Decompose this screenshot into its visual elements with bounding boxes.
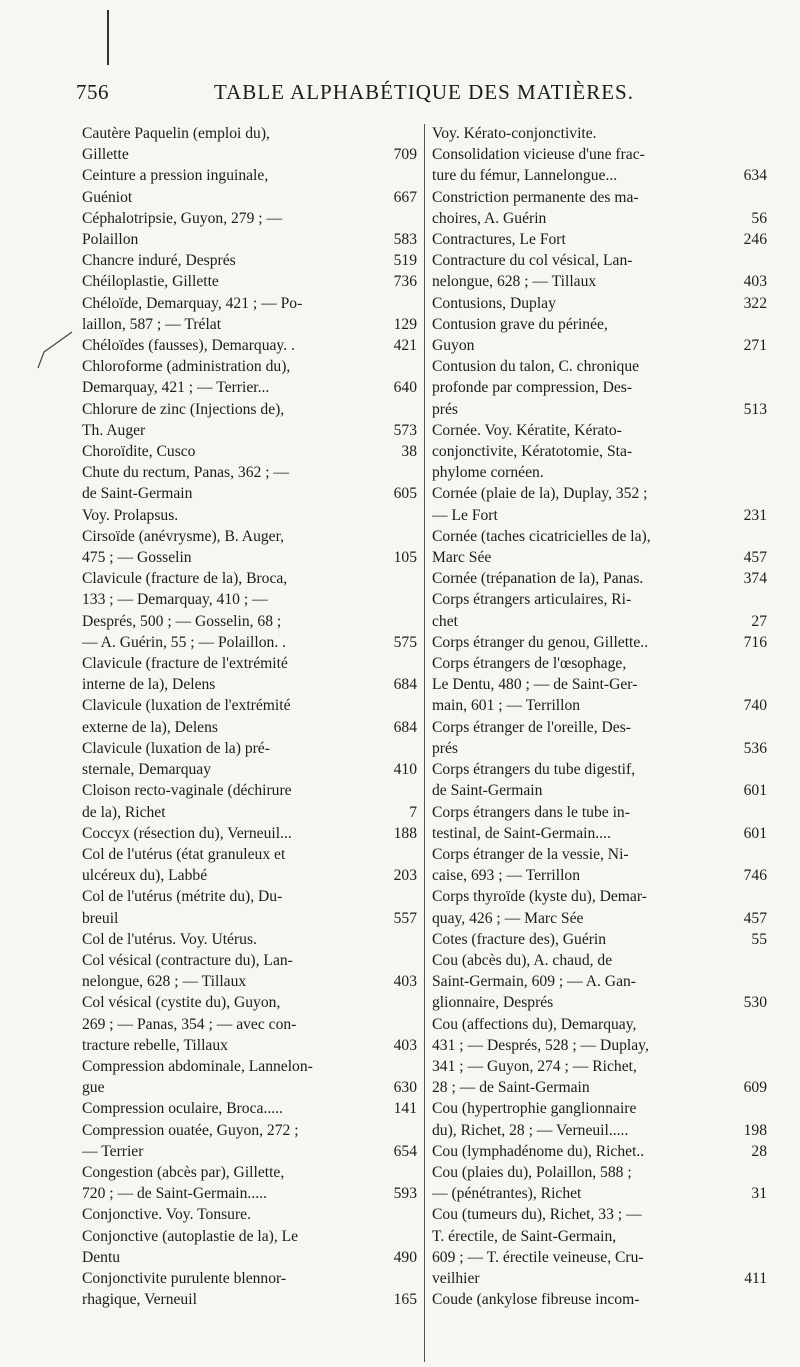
entry-line: T. érectile, de Saint-Germain, xyxy=(432,1227,617,1245)
entry-page-number: 410 xyxy=(393,761,417,779)
entry-line: Chéloïde, Demarquay, 421 ; — Po- xyxy=(82,294,303,312)
entry-page-number: 271 xyxy=(743,337,767,355)
entry-line: Coude (ankylose fibreuse incom- xyxy=(432,1291,640,1309)
entry-line: Després, 500 ; — Gosselin, 68 ; xyxy=(82,612,282,630)
entry-line: Chlorure de zinc (Injections de), xyxy=(82,400,285,418)
column-divider xyxy=(424,124,425,1362)
entry-line: Contusion grave du périnée, xyxy=(432,315,608,333)
entry-page-number: 740 xyxy=(743,697,767,715)
index-entry xyxy=(432,929,767,950)
entry-line: Contusion du talon, C. chronique xyxy=(432,358,640,376)
entry-line: Col de l'utérus (métrite du), Du- xyxy=(82,888,283,906)
index-entry xyxy=(82,1162,417,1204)
entry-line: interne de la), Delens xyxy=(82,676,216,694)
entry-line: ulcéreux du), Labbé xyxy=(82,867,208,885)
entry-line: Constriction permanente des ma- xyxy=(432,188,639,206)
index-entry xyxy=(432,483,767,525)
entry-line: Chloroforme (administration du), xyxy=(82,358,291,376)
entry-line: quay, 426 ; — Marc Sée xyxy=(432,909,584,927)
entry-page-number: 411 xyxy=(744,1269,767,1287)
index-entry xyxy=(82,695,417,737)
index-entry xyxy=(82,568,417,653)
entry-line: Gillette xyxy=(82,146,129,164)
entry-page-number: 403 xyxy=(743,273,767,291)
running-title: TABLE ALPHABÉTIQUE DES MATIÈRES. xyxy=(214,80,634,104)
entry-line: breuil xyxy=(82,909,119,927)
entry-page-number: 203 xyxy=(393,867,417,885)
entry-line: tracture rebelle, Tillaux xyxy=(82,1036,228,1054)
entry-page-number: 165 xyxy=(393,1291,417,1309)
index-entry xyxy=(82,823,417,844)
entry-line: du), Richet, 28 ; — Verneuil..... xyxy=(432,1121,629,1139)
index-entry xyxy=(432,229,767,250)
entry-line: choires, A. Guérin xyxy=(432,209,547,227)
entry-page-number: 557 xyxy=(393,909,417,927)
index-entry xyxy=(432,1141,767,1162)
entry-line: Cornée (plaie de la), Duplay, 352 ; xyxy=(432,485,648,503)
entry-line: Col de l'utérus (état granuleux et xyxy=(82,845,286,863)
entry-line: Demarquay, 421 ; — Terrier... xyxy=(82,379,270,397)
entry-line: Corps thyroïde (kyste du), Demar- xyxy=(432,888,647,906)
right-column xyxy=(432,123,767,1310)
index-entry xyxy=(82,441,417,462)
entry-line: Corps étranger de l'oreille, Des- xyxy=(432,718,631,736)
entry-page-number: 403 xyxy=(393,973,417,991)
entry-page-number: 231 xyxy=(743,506,767,524)
index-entry xyxy=(432,1204,767,1289)
entry-page-number: 457 xyxy=(743,549,767,567)
entry-line: — Terrier xyxy=(82,1142,144,1160)
entry-page-number: 105 xyxy=(393,549,417,567)
index-entry xyxy=(82,293,417,335)
entry-line: Chéloïdes (fausses), Demarquay. . xyxy=(82,337,295,355)
entry-line: Voy. Prolapsus. xyxy=(82,506,179,524)
entry-line: caise, 693 ; — Terrillon xyxy=(432,867,581,885)
index-entry xyxy=(82,1204,417,1225)
entry-page-number: 513 xyxy=(743,400,767,418)
entry-line: 475 ; — Gosselin xyxy=(82,549,192,567)
entry-page-number: 601 xyxy=(743,782,767,800)
index-entry xyxy=(432,526,767,568)
entry-line: Congestion (abcès par), Gillette, xyxy=(82,1163,285,1181)
entry-line: — (pénétrantes), Richet xyxy=(432,1185,582,1203)
index-entry xyxy=(432,144,767,186)
entry-page-number: 634 xyxy=(743,167,767,185)
entry-line: 28 ; — de Saint-Germain xyxy=(432,1079,590,1097)
entry-line: testinal, de Saint-Germain.... xyxy=(432,824,611,842)
index-entry xyxy=(82,123,417,165)
index-entry xyxy=(82,738,417,780)
entry-line: Conjonctive (autoplastie de la), Le xyxy=(82,1227,299,1245)
index-entry xyxy=(82,505,417,526)
entry-page-number: 575 xyxy=(393,633,417,651)
entry-line: profonde par compression, Des- xyxy=(432,379,633,397)
entry-line: Cou (abcès du), A. chaud, de xyxy=(432,951,613,969)
entry-line: phylome cornéen. xyxy=(432,464,544,482)
index-entry xyxy=(82,399,417,441)
entry-line: Guyon xyxy=(432,337,475,355)
entry-line: de la), Richet xyxy=(82,803,166,821)
entry-line: Coccyx (résection du), Verneuil... xyxy=(82,824,292,842)
entry-page-number: 536 xyxy=(743,739,767,757)
index-entry xyxy=(82,271,417,292)
entry-line: Le Dentu, 480 ; — de Saint-Ger- xyxy=(432,676,638,694)
index-entry xyxy=(432,420,767,484)
entry-line: Cloison recto-vaginale (déchirure xyxy=(82,782,292,800)
entry-page-number: 141 xyxy=(393,1100,417,1118)
entry-page-number: 28 xyxy=(751,1142,767,1160)
entry-line: de Saint-Germain xyxy=(432,782,543,800)
index-entry xyxy=(432,589,767,631)
entry-line: laillon, 587 ; — Trélat xyxy=(82,315,222,333)
index-entry xyxy=(432,250,767,292)
entry-line: Guéniot xyxy=(82,188,133,206)
entry-page-number: 640 xyxy=(393,379,417,397)
index-entry xyxy=(82,886,417,928)
entry-page-number: 583 xyxy=(393,231,417,249)
entry-line: Clavicule (fracture de la), Broca, xyxy=(82,570,288,588)
entry-page-number: 421 xyxy=(393,337,417,355)
entry-page-number: 684 xyxy=(393,676,417,694)
entry-line: Céphalotripsie, Guyon, 279 ; — xyxy=(82,209,283,227)
entry-line: Cornée. Voy. Kératite, Kérato- xyxy=(432,421,622,439)
index-entry xyxy=(432,1014,767,1099)
entry-line: Col vésical (contracture du), Lan- xyxy=(82,951,293,969)
index-entry xyxy=(82,462,417,504)
entry-line: prés xyxy=(432,739,458,757)
entry-page-number: 684 xyxy=(393,718,417,736)
entry-line: Clavicule (luxation de l'extrémité xyxy=(82,697,291,715)
entry-page-number: 38 xyxy=(401,443,417,461)
entry-line: Compression ouatée, Guyon, 272 ; xyxy=(82,1121,299,1139)
entry-page-number: 56 xyxy=(751,209,767,227)
entry-line: Col de l'utérus. Voy. Utérus. xyxy=(82,930,257,948)
entry-line: Consolidation vicieuse d'une frac- xyxy=(432,146,645,164)
index-entry xyxy=(82,950,417,992)
entry-line: sternale, Demarquay xyxy=(82,761,212,779)
index-entry xyxy=(432,632,767,653)
entry-page-number: 198 xyxy=(743,1121,767,1139)
entry-page-number: 27 xyxy=(751,612,767,630)
entry-line: main, 601 ; — Terrillon xyxy=(432,697,581,715)
entry-line: Th. Auger xyxy=(82,421,146,439)
index-entry xyxy=(432,314,767,356)
entry-line: Clavicule (fracture de l'extrémité xyxy=(82,655,288,673)
entry-line: Cou (hypertrophie ganglionnaire xyxy=(432,1100,637,1118)
entry-line: Cou (affections du), Demarquay, xyxy=(432,1015,637,1033)
entry-page-number: 457 xyxy=(743,909,767,927)
index-entry xyxy=(82,526,417,568)
entry-page-number: 716 xyxy=(743,633,767,651)
index-entry xyxy=(432,293,767,314)
entry-page-number: 31 xyxy=(751,1185,767,1203)
entry-line: Cou (plaies du), Polaillon, 588 ; xyxy=(432,1163,632,1181)
entry-line: Corps étranger de la vessie, Ni- xyxy=(432,845,629,863)
entry-line: 609 ; — T. érectile veineuse, Cru- xyxy=(432,1248,644,1266)
entry-page-number: 630 xyxy=(393,1079,417,1097)
entry-line: Ceinture a pression inguinale, xyxy=(82,167,269,185)
entry-page-number: 246 xyxy=(743,231,767,249)
entry-page-number: 322 xyxy=(743,294,767,312)
entry-page-number: 709 xyxy=(393,146,417,164)
index-entry xyxy=(432,1098,767,1140)
index-entry xyxy=(82,1120,417,1162)
entry-line: Saint-Germain, 609 ; — A. Gan- xyxy=(432,973,636,991)
index-entry xyxy=(432,356,767,420)
entry-line: Conjonctivite purulente blennor- xyxy=(82,1269,287,1287)
entry-line: 720 ; — de Saint-Germain..... xyxy=(82,1185,267,1203)
index-entry xyxy=(82,1268,417,1310)
index-entry xyxy=(82,1098,417,1119)
entry-line: Chéiloplastie, Gillette xyxy=(82,273,219,291)
entry-line: externe de la), Delens xyxy=(82,718,218,736)
left-column xyxy=(82,123,417,1310)
entry-line: Clavicule (luxation de la) pré- xyxy=(82,739,270,757)
entry-line: Contractures, Le Fort xyxy=(432,231,566,249)
top-margin-mark xyxy=(107,10,109,65)
entry-page-number: 403 xyxy=(393,1036,417,1054)
index-entry xyxy=(82,1056,417,1098)
entry-line: Compression oculaire, Broca..... xyxy=(82,1100,283,1118)
entry-line: Conjonctive. Voy. Tonsure. xyxy=(82,1206,251,1224)
entry-line: Cou (tumeurs du), Richet, 33 ; — xyxy=(432,1206,642,1224)
entry-line: Chancre induré, Després xyxy=(82,252,236,270)
entry-line: Dentu xyxy=(82,1248,121,1266)
entry-page-number: 736 xyxy=(393,273,417,291)
index-entry xyxy=(82,335,417,356)
entry-page-number: 374 xyxy=(743,570,767,588)
entry-line: Contracture du col vésical, Lan- xyxy=(432,252,633,270)
index-entry xyxy=(432,653,767,717)
entry-line: gue xyxy=(82,1079,105,1097)
entry-page-number: 530 xyxy=(743,994,767,1012)
entry-line: Voy. Kérato-conjonctivite. xyxy=(432,125,597,142)
index-entry xyxy=(432,844,767,886)
entry-line: Marc Sée xyxy=(432,549,492,567)
index-entry xyxy=(82,165,417,207)
index-entry xyxy=(432,759,767,801)
entry-page-number: 667 xyxy=(393,188,417,206)
entry-line: Corps étrangers de l'œsophage, xyxy=(432,655,627,673)
entry-line: Choroïdite, Cusco xyxy=(82,443,196,461)
entry-line: rhagique, Verneuil xyxy=(82,1291,197,1309)
index-entry xyxy=(432,1289,767,1310)
index-entry xyxy=(82,250,417,271)
index-entry xyxy=(432,568,767,589)
entry-page-number: 573 xyxy=(393,421,417,439)
index-entry xyxy=(82,929,417,950)
entry-line: Corps étranger du genou, Gillette.. xyxy=(432,633,649,651)
entry-page-number: 654 xyxy=(393,1142,417,1160)
entry-page-number: 490 xyxy=(393,1248,417,1266)
index-entry xyxy=(432,123,767,144)
entry-line: nelongue, 628 ; — Tillaux xyxy=(82,973,247,991)
entry-line: 341 ; — Guyon, 274 ; — Richet, xyxy=(432,1057,637,1075)
entry-line: Cautère Paquelin (emploi du), xyxy=(82,125,270,142)
page-header xyxy=(0,80,800,110)
entry-page-number: 129 xyxy=(393,315,417,333)
index-entry xyxy=(432,886,767,928)
entry-line: 133 ; — Demarquay, 410 ; — xyxy=(82,591,268,609)
index-entry xyxy=(82,356,417,398)
entry-line: conjonctivite, Kératotomie, Sta- xyxy=(432,443,633,461)
entry-line: Cornée (trépanation de la), Panas. xyxy=(432,570,644,588)
entry-line: chet xyxy=(432,612,458,630)
margin-pencil-mark xyxy=(34,330,74,370)
entry-page-number: 7 xyxy=(409,803,417,821)
entry-line: veilhier xyxy=(432,1269,480,1287)
index-entry xyxy=(432,187,767,229)
entry-line: prés xyxy=(432,400,458,418)
entry-page-number: 593 xyxy=(393,1185,417,1203)
index-entry xyxy=(432,717,767,759)
entry-line: nelongue, 628 ; — Tillaux xyxy=(432,273,597,291)
entry-page-number: 746 xyxy=(743,867,767,885)
entry-page-number: 605 xyxy=(393,485,417,503)
index-entry xyxy=(432,1162,767,1204)
index-entry xyxy=(82,1226,417,1268)
index-entry xyxy=(432,802,767,844)
entry-line: Corps étrangers dans le tube in- xyxy=(432,803,630,821)
index-entry xyxy=(82,844,417,886)
entry-line: Cotes (fracture des), Guérin xyxy=(432,930,607,948)
entry-line: Corps étrangers articulaires, Ri- xyxy=(432,591,632,609)
entry-line: Cirsoïde (anévrysme), B. Auger, xyxy=(82,527,285,545)
entry-line: glionnaire, Després xyxy=(432,994,554,1012)
entry-line: — A. Guérin, 55 ; — Polaillon. . xyxy=(82,633,287,651)
entry-line: Col vésical (cystite du), Guyon, xyxy=(82,994,281,1012)
index-entry xyxy=(432,950,767,1014)
index-entry xyxy=(82,992,417,1056)
entry-line: Polaillon xyxy=(82,231,139,249)
entry-line: — Le Fort xyxy=(432,506,498,524)
entry-page-number: 55 xyxy=(751,930,767,948)
entry-page-number: 609 xyxy=(743,1079,767,1097)
index-entry xyxy=(82,208,417,250)
entry-page-number: 601 xyxy=(743,824,767,842)
entry-page-number: 188 xyxy=(393,824,417,842)
entry-line: Compression abdominale, Lannelon- xyxy=(82,1057,313,1075)
entry-line: Corps étrangers du tube digestif, xyxy=(432,761,636,779)
entry-line: 269 ; — Panas, 354 ; — avec con- xyxy=(82,1015,297,1033)
index-entry xyxy=(82,653,417,695)
entry-line: 431 ; — Després, 528 ; — Duplay, xyxy=(432,1036,649,1054)
entry-line: Cou (lymphadénome du), Richet.. xyxy=(432,1142,645,1160)
page-number: 756 xyxy=(76,80,109,104)
entry-line: Chute du rectum, Panas, 362 ; — xyxy=(82,464,290,482)
entry-line: Cornée (taches cicatricielles de la), xyxy=(432,527,651,545)
entry-line: Contusions, Duplay xyxy=(432,294,556,312)
entry-line: de Saint-Germain xyxy=(82,485,193,503)
entry-page-number: 519 xyxy=(393,252,417,270)
index-entry xyxy=(82,780,417,822)
entry-line: ture du fémur, Lannelongue... xyxy=(432,167,618,185)
